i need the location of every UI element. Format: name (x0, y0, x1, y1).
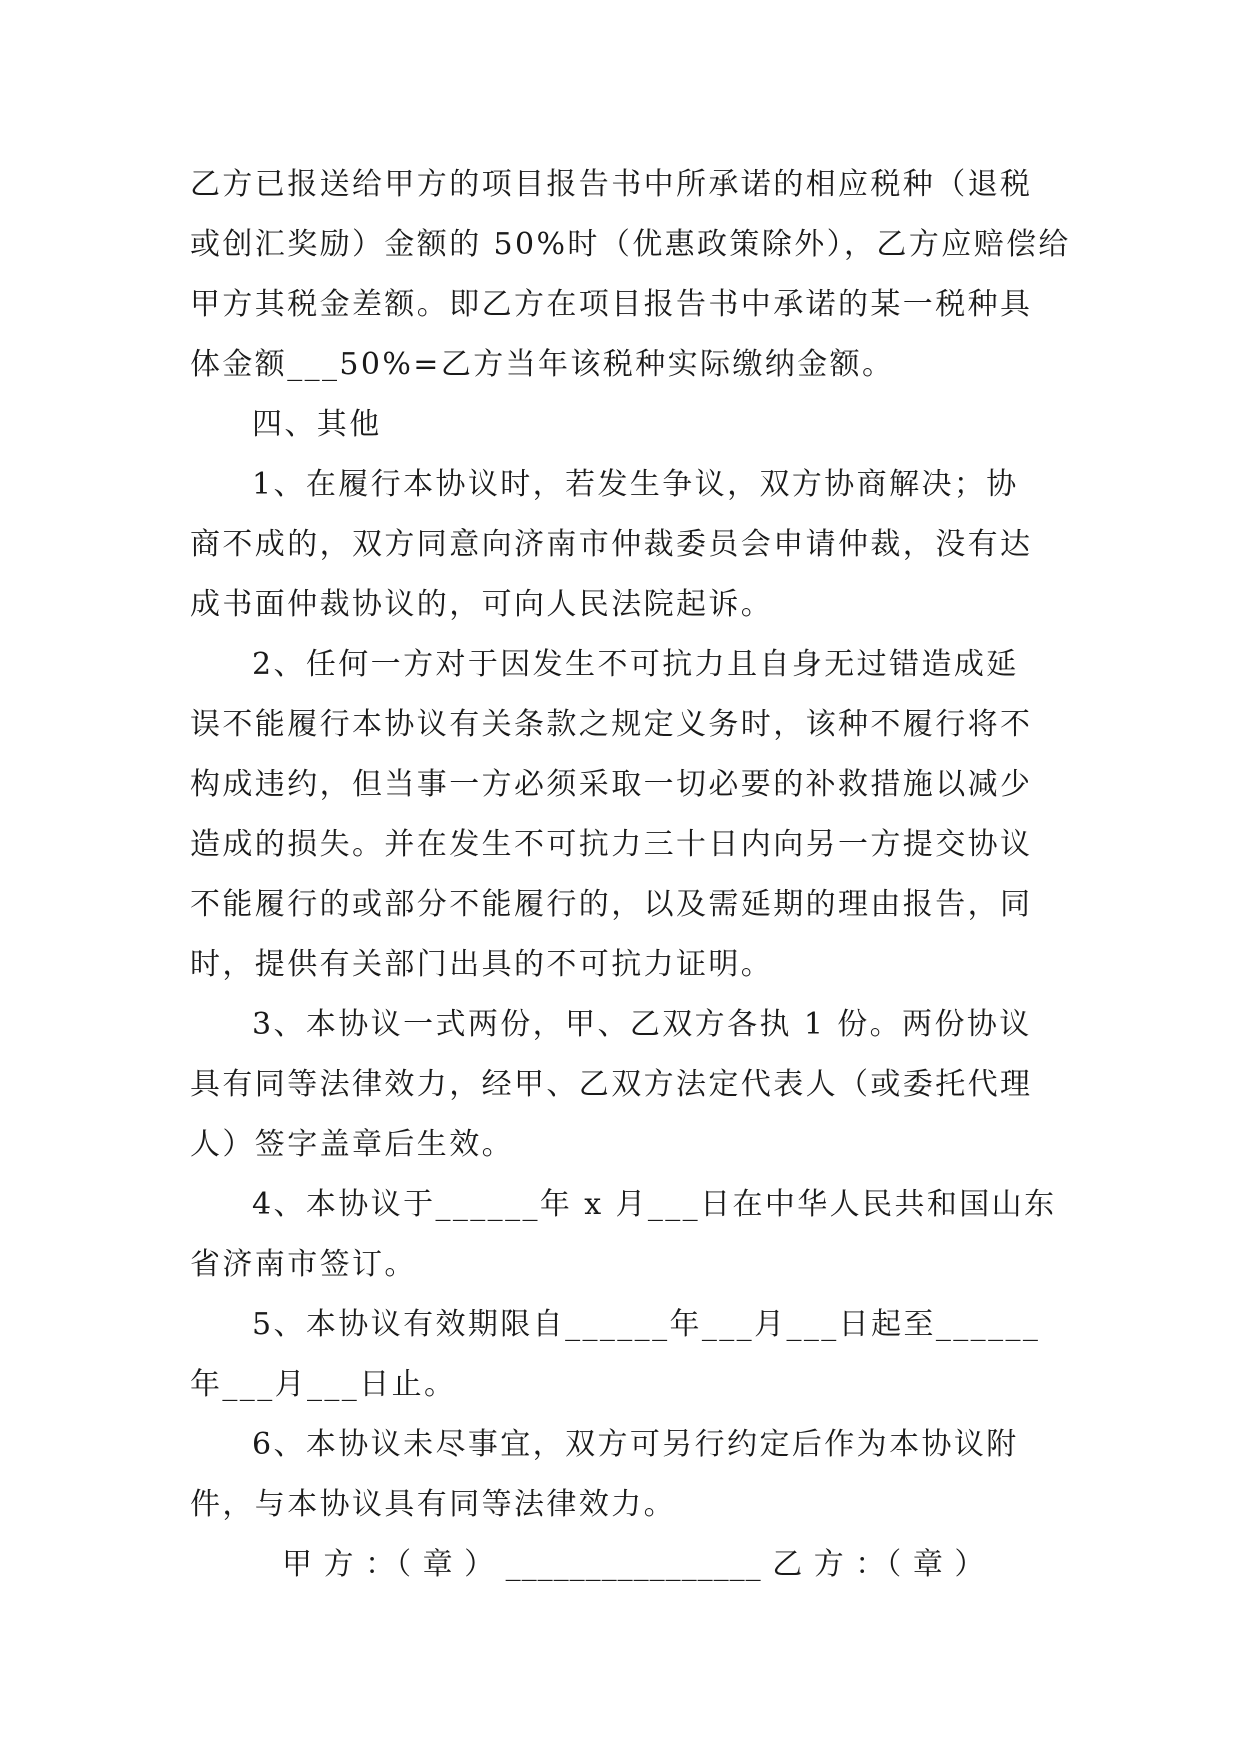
paragraph-line: 乙方已报送给甲方的项目报告书中所承诺的相应税种（退税 (190, 167, 1033, 202)
paragraph-line: 时，提供有关部门出具的不可抗力证明。 (190, 947, 774, 982)
document-page (190, 155, 1071, 1595)
paragraph-line: 构成违约，但当事一方必须采取一切必要的补救措施以减少 (190, 767, 1033, 802)
paragraph-line: 6、本协议未尽事宜，双方可另行约定后作为本协议附 (252, 1427, 1019, 1462)
paragraph-line: 商不成的，双方同意向济南市仲裁委员会申请仲裁，没有达 (190, 527, 1033, 562)
paragraph-line: 体金额___50%=乙方当年该税种实际缴纳金额。 (190, 347, 895, 382)
paragraph-line: 人）签字盖章后生效。 (190, 1127, 514, 1162)
paragraph-line: 省济南市签订。 (190, 1247, 417, 1282)
paragraph-line: 4、本协议于______年 x 月___日在中华人民共和国山东 (252, 1187, 1057, 1222)
paragraph-line: 具有同等法律效力，经甲、乙双方法定代表人（或委托代理 (190, 1067, 1033, 1102)
section-heading: 四、其他 (252, 407, 382, 442)
paragraph-line: 造成的损失。并在发生不可抗力三十日内向另一方提交协议 (190, 827, 1033, 862)
paragraph-line: 1、在履行本协议时，若发生争议，双方协商解决；协 (252, 467, 1019, 502)
paragraph-line: 件，与本协议具有同等法律效力。 (190, 1487, 676, 1522)
paragraph-line: 不能履行的或部分不能履行的，以及需延期的理由报告，同 (190, 887, 1033, 922)
paragraph-line: 成书面仲裁协议的，可向人民法院起诉。 (190, 587, 774, 622)
paragraph-line: 2、任何一方对于因发生不可抗力且自身无过错造成延 (252, 647, 1019, 682)
paragraph-line: 或创汇奖励）金额的 50%时（优惠政策除外），乙方应赔偿给 (190, 227, 1071, 262)
signature-line: 甲 方 ：（ 章 ） ________________ 乙 方 ：（ 章 ） (282, 1547, 986, 1582)
paragraph-line: 5、本协议有效期限自______年___月___日起至______ (252, 1307, 1041, 1342)
paragraph-line: 甲方其税金差额。即乙方在项目报告书中承诺的某一税种具 (190, 287, 1033, 322)
paragraph-line: 年___月___日止。 (190, 1367, 457, 1402)
paragraph-line: 误不能履行本协议有关条款之规定义务时，该种不履行将不 (190, 707, 1033, 742)
paragraph-line: 3、本协议一式两份，甲、乙双方各执 1 份。两份协议 (252, 1007, 1032, 1042)
